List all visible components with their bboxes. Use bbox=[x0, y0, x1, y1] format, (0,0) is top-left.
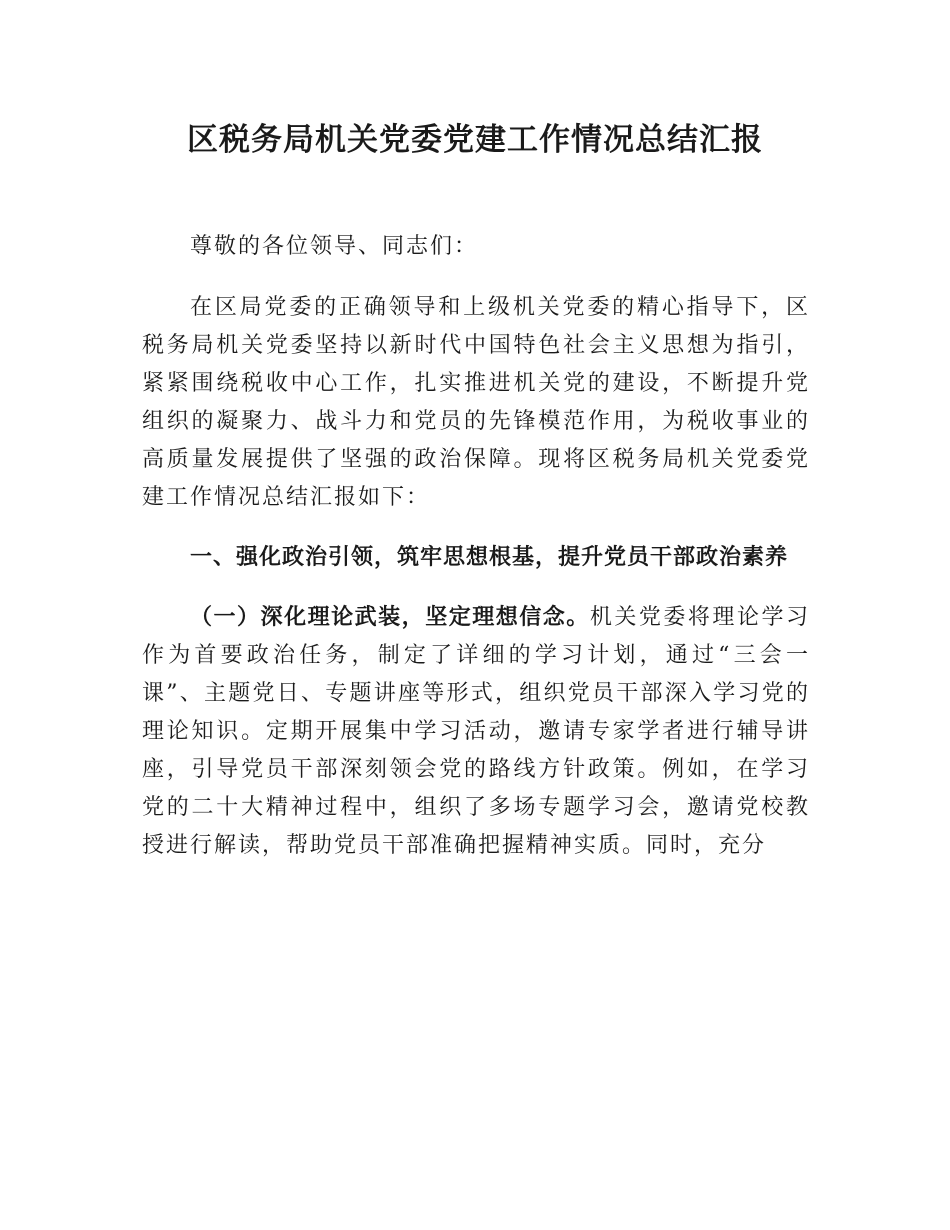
greeting: 尊敬的各位领导、同志们： bbox=[190, 234, 479, 259]
subsection-lead: （一）深化理论武装，坚定理想信念。 bbox=[190, 605, 590, 630]
subsection-paragraph-1 bbox=[142, 599, 810, 865]
document-title: 区税务局机关党委党建工作情况总结汇报 bbox=[187, 122, 763, 158]
subsection-body: 机关党委将理论学习作为首要政治任务，制定了详细的学习计划，通过“三会一课”、主题党日、专题讲座等形式，组织党员干部深入学习党的理论知识。定期开展集中学习活动，邀请专家学者进行辅导讲座，引导党员干部深刻领会党的路线方针政策。例如，在学习党的二十大精神过程中，组织了多场专题学习会，邀请党校教授进行解读，帮助党员干部准确把握精神实质。同时，充分 bbox=[142, 605, 810, 858]
intro-paragraph: 在区局党委的正确领导和上级机关党委的精心指导下，区税务局机关党委坚持以新时代中国特色社会主义思想为指引，紧紧围绕税收中心工作，扎实推进机关党的建设，不断提升党组织的凝聚力、战斗力和党员的先锋模范作用，为税收事业的高质量发展提供了坚强的政治保障。现将区税务局机关党委党建工作情况总结汇报如下： bbox=[142, 295, 810, 510]
document-body bbox=[142, 228, 810, 887]
section-heading-1: 一、强化政治引领，筑牢思想根基，提升党员干部政治素养 bbox=[190, 545, 789, 570]
